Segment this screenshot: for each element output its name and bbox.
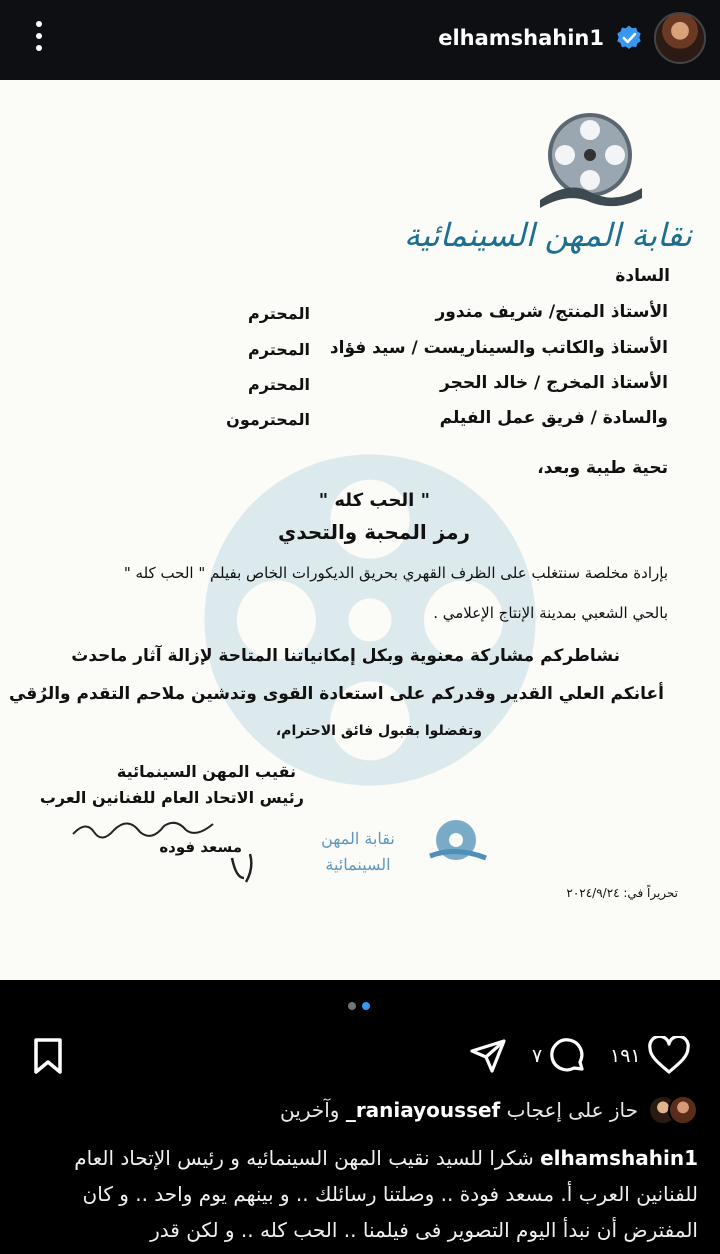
carousel-indicator (348, 1002, 370, 1010)
post-header (0, 0, 720, 80)
pen-mark (226, 848, 262, 888)
share-button[interactable] (468, 1030, 508, 1082)
document-date: تحريراً في: ٢٠٢٤/٩/٢٤ (566, 886, 678, 900)
heart-icon (647, 1036, 691, 1076)
liker-avatars (648, 1095, 698, 1125)
liker-username[interactable]: raniayoussef_ (345, 1098, 501, 1122)
recipient-title: المحترم (248, 304, 310, 323)
liker-avatar (668, 1095, 698, 1125)
more-options-button[interactable] (30, 16, 48, 56)
caption-text: شكرا للسيد نقيب المهن السينمائيه و رئيس الإتحاد العام للفنانين العرب أ. مسعد فودة .. وصلتنا رسائلك .. و بينهم يوم واحد .. و كان المفترض أن نبدأ اليوم التصوير فى فيلمنا .. الحب كله .. و لكن قدر (74, 1146, 698, 1242)
bookmark-icon (30, 1036, 66, 1076)
author-username[interactable]: elhamshahin1 (438, 26, 604, 50)
recipient-name: الأستاذ المنتج/ شريف مندور (435, 302, 668, 322)
post-image-document[interactable] (0, 80, 720, 980)
film-subtitle: رمز المحبة والتحدي (277, 520, 470, 544)
signature-title: رئيس الاتحاد العام للفنانين العرب (39, 788, 304, 807)
author-avatar[interactable] (654, 12, 706, 64)
comment-button[interactable] (532, 1030, 588, 1082)
like-count: ١٩١ (610, 1045, 641, 1067)
like-button[interactable] (610, 1030, 691, 1082)
greeting: تحية طيبة وبعد، (537, 458, 668, 478)
recipient-name: الأستاذ والكاتب والسيناريست / سيد فؤاد (329, 338, 668, 358)
recipient-title: المحترمون (226, 410, 310, 429)
stamp-emblem-icon (426, 816, 490, 866)
syndicate-logo-text: نقابة المهن السينمائية (404, 216, 692, 254)
body-line: بالحي الشعبي بمدينة الإنتاج الإعلامي . (433, 604, 668, 622)
carousel-dot (348, 1002, 356, 1010)
comment-icon (548, 1036, 588, 1076)
caption-username[interactable]: elhamshahin1 (540, 1146, 698, 1170)
liked-by-text: حاز على إعجاب raniayoussef_ وآخرين (280, 1098, 638, 1122)
film-reel-logo-icon (530, 110, 650, 210)
salutation: السادة (615, 266, 670, 286)
comment-count: ٧ (532, 1045, 543, 1067)
recipient-name: الأستاذ المخرج / خالد الحجر (440, 373, 668, 393)
signature-name: مسعد فوده (159, 838, 242, 856)
film-title: " الحب كله " (318, 490, 430, 511)
official-stamp (294, 816, 494, 896)
more-vertical-icon (36, 21, 42, 27)
bold-statement: نشاطركم مشاركة معنوية وبكل إمكانياتنا المتاحة لإزالة آثار ماحدث (71, 646, 620, 666)
save-button[interactable] (30, 1030, 66, 1082)
recipient-title: المحترم (248, 375, 310, 394)
carousel-dot-active (362, 1002, 370, 1010)
post-caption (18, 1140, 698, 1248)
recipient-name: والسادة / فريق عمل الفيلم (439, 408, 668, 428)
recipient-title: المحترم (248, 340, 310, 359)
liked-by-row[interactable] (280, 1090, 698, 1130)
closing-line: وتفضلوا بقبول فائق الاحترام، (275, 723, 482, 739)
signature-title: نقيب المهن السينمائية (116, 762, 296, 781)
body-line: بإرادة مخلصة سنتغلب على الظرف القهري بحريق الديكورات الخاص بفيلم " الحب كله " (123, 564, 668, 582)
send-icon (468, 1036, 508, 1076)
post-action-bar (0, 1030, 720, 1082)
bold-statement: أعانكم العلي القدير وقدركم على استعادة القوى وتدشين ملاحم التقدم والرُقي (8, 684, 664, 704)
stamp-text: نقابة المهن السينمائية (321, 829, 395, 874)
verified-badge-icon (616, 25, 642, 51)
post-author[interactable] (438, 10, 706, 66)
